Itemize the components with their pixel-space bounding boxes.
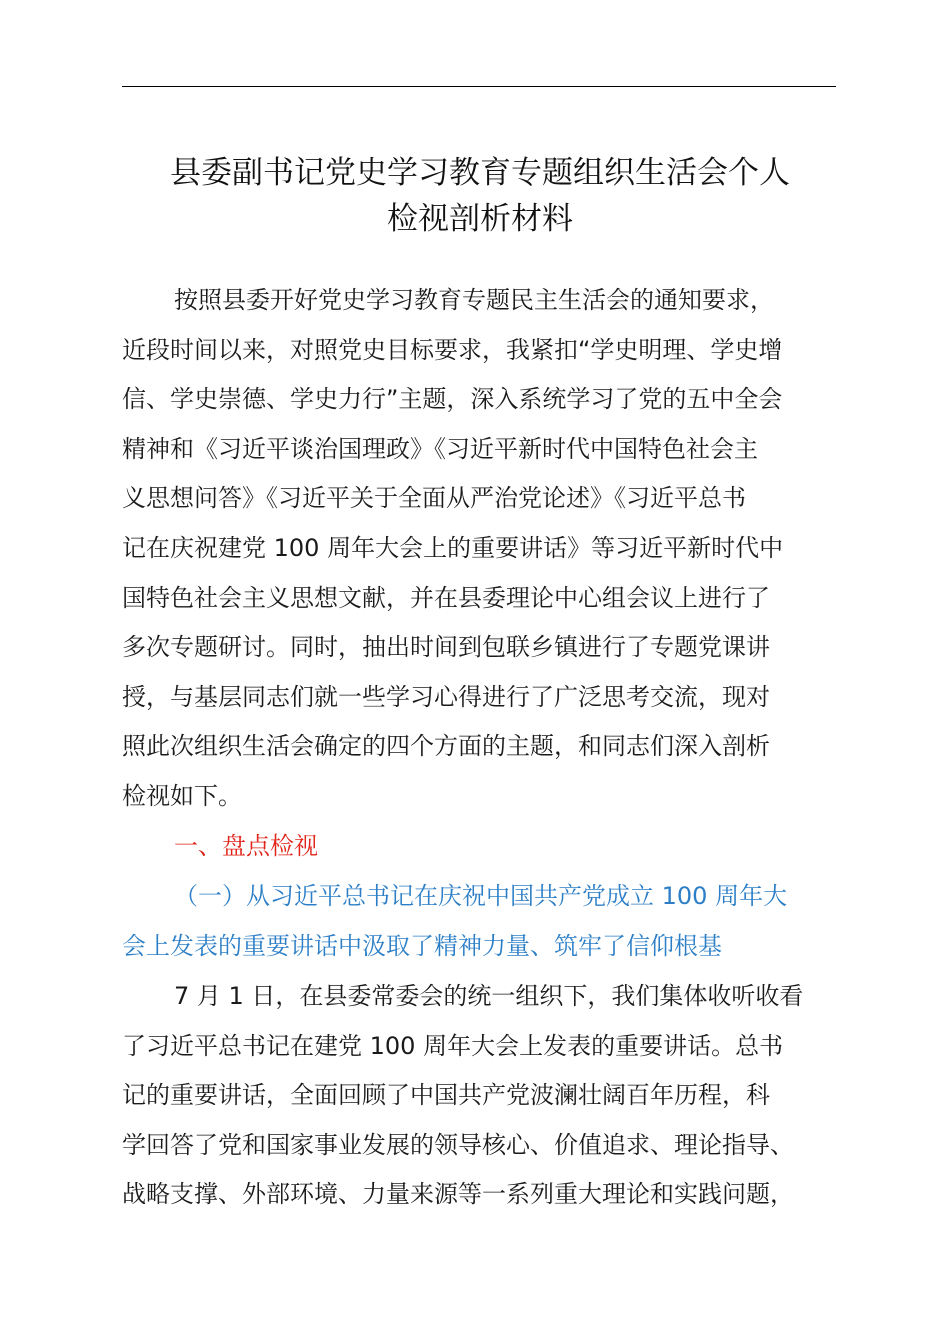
header-rule [122,86,836,87]
section-heading-1: 一、盘点检视 [174,832,318,860]
paragraph-line: 7 月 1 日，在县委常委会的统一组织下，我们集体收听收看 [174,982,804,1010]
title-line: 检视剖析材料 [387,201,573,237]
paragraph-line: 战略支撑、外部环境、力量来源等一系列重大理论和实践问题， [122,1180,794,1209]
paragraph-line: 近段时间以来，对照党史目标要求，我紧扣“学史明理、学史增 [122,335,783,364]
paragraph-line: 记的重要讲话，全面回顾了中国共产党波澜壮阔百年历程，科 [122,1081,770,1110]
paragraph-line: 检视如下。 [122,781,242,810]
paragraph-line: 授，与基层同志们就一些学习心得进行了广泛思考交流，现对 [122,682,770,711]
paragraph-line: 多次专题研讨。同时，抽出时间到包联乡镇进行了专题党课讲 [122,633,770,662]
paragraph-line: 了习近平总书记在建党 100 周年大会上发表的重要讲话。总书 [122,1031,784,1060]
document-title [110,150,850,242]
intro-paragraph [122,276,852,822]
paragraph-line: 国特色社会主义思想文献，并在县委理论中心组会议上进行了 [122,583,770,612]
paragraph-line: 照此次组织生活会确定的四个方面的主题，和同志们深入剖析 [122,732,770,761]
body-paragraph [122,972,852,1220]
title-line: 县委副书记党史学习教育专题组织生活会个人 [170,155,790,191]
paragraph-line: 义思想问答》《习近平关于全面从严治党论述》《习近平总书 [122,484,746,513]
subsection-heading [122,872,852,971]
subsection-heading-line: （一）从习近平总书记在庆祝中国共产党成立 100 周年大 [174,882,788,910]
paragraph-line: 精神和《习近平谈治国理政》《习近平新时代中国特色社会主 [122,434,758,463]
paragraph-line: 学回答了党和国家事业发展的领导核心、价值追求、理论指导、 [122,1130,794,1159]
paragraph-line: 记在庆祝建党 100 周年大会上的重要讲话》等习近平新时代中 [122,533,784,562]
paragraph-line: 信、学史崇德、学史力行”主题，深入系统学习了党的五中全会 [122,385,783,414]
paragraph-line: 按照县委开好党史学习教育专题民主生活会的通知要求， [174,286,774,314]
subsection-heading-line: 会上发表的重要讲话中汲取了精神力量、筑牢了信仰根基 [122,931,722,960]
